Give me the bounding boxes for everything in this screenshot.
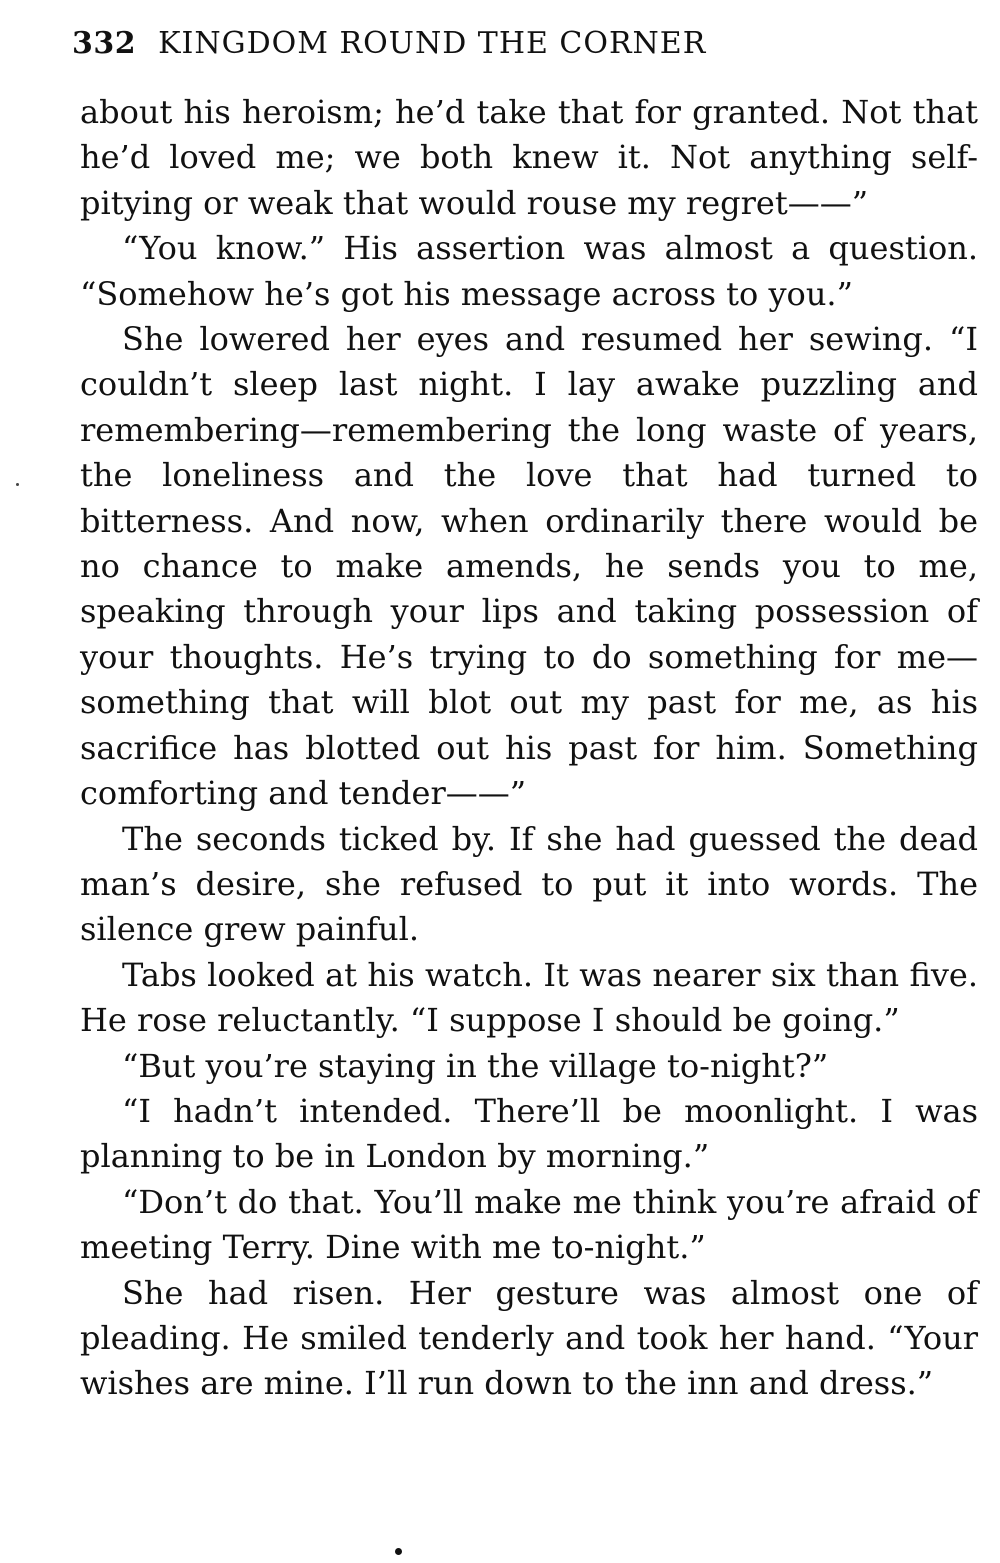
ink-speck — [395, 1548, 402, 1555]
paragraph: “But you’re staying in the village to-night?” — [122, 1046, 829, 1085]
paragraph: about his heroism; he’d take that for granted. Not that he’d loved me; we both knew it. Not anything self-pitying or weak that would rouse my regret——” — [80, 93, 978, 222]
paragraph: “Don’t do that. You’ll make me think you’re afraid of meeting Terry. Dine with me to-night.” — [80, 1182, 978, 1267]
paragraph: She had risen. Her gesture was almost one of pleading. He smiled tenderly and took her hand. “Your wishes are mine. I’ll run down to the inn and dress.” — [80, 1273, 978, 1403]
paragraph: “I hadn’t intended. There’ll be moonlight. I was planning to be in London by morning.” — [80, 1091, 978, 1176]
running-title: KINGDOM ROUND THE CORNER — [158, 26, 707, 61]
page-number: 332 — [72, 26, 137, 61]
body-text — [80, 90, 978, 1407]
margin-speck — [16, 483, 19, 486]
paragraph: “You know.” His assertion was almost a question. “Somehow he’s got his message across to you.” — [80, 229, 978, 313]
paragraph: Tabs looked at his watch. It was nearer six than five. He rose reluctantly. “I suppose I should be going.” — [80, 955, 978, 1040]
paragraph: The seconds ticked by. If she had guessed the dead man’s desire, she refused to put it into words. The silence grew painful. — [80, 819, 978, 949]
paragraph: She lowered her eyes and resumed her sewing. “I couldn’t sleep last night. I lay awake puzzling and remembering—remembering the long waste of years, the loneliness and the love that had turned to bitterness. And now, when ordinarily there would be no chance to make amends, he sends you to me, speaking through your lips and taking possession of your thoughts. He’s trying to do something for me—something that will blot out my past for me, as his sacrifice has blotted out his past for him. Something comforting and tender——” — [80, 320, 978, 813]
running-head — [72, 22, 972, 66]
